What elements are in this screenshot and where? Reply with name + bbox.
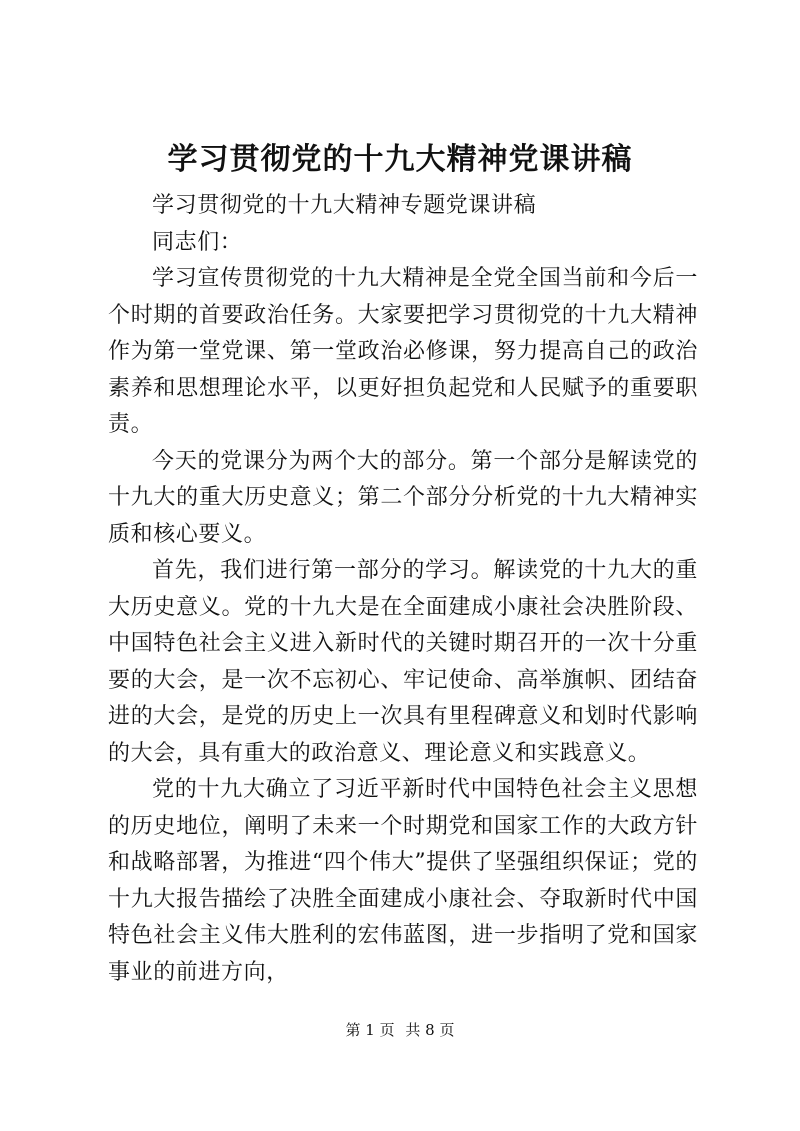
salutation-paragraph: 同志们： — [152, 229, 243, 255]
page-number: 第 1 页 — [345, 1021, 395, 1039]
page-footer — [0, 1018, 800, 1042]
body-paragraph: 党的十九大确立了习近平新时代中国特色社会主义思想的历史地位，阐明了未来一个时期党和国家工作的大政方针和战略部署，为推进“四个伟大”提供了坚强组织保证；党的十九大报告描绘了决胜全面建成小康社会、夺取新时代中国特色社会主义伟大胜利的宏伟蓝图，进一步指明了党和国家事业的前进方向， — [108, 777, 698, 985]
subtitle-paragraph: 学习贯彻党的十九大精神专题党课讲稿 — [152, 193, 537, 218]
body-paragraph: 学习宣传贯彻党的十九大精神是全党全国当前和今后一个时期的首要政治任务。大家要把学习贯彻党的十九大精神作为第一堂党课、第一堂政治必修课，努力提高自己的政治素养和思想理论水平，以更好担负起党和人民赋予的重要职责。 — [108, 266, 698, 437]
body-paragraph: 今天的党课分为两个大的部分。第一个部分是解读党的十九大的重大历史意义；第二个部分分析党的十九大精神实质和核心要义。 — [108, 448, 698, 547]
document-title: 学习贯彻党的十九大精神党课讲稿 — [167, 142, 633, 177]
body-paragraph: 首先，我们进行第一部分的学习。解读党的十九大的重大历史意义。党的十九大是在全面建成小康社会决胜阶段、中国特色社会主义进入新时代的关键时期召开的一次十分重要的大会，是一次不忘初心、牢记使命、高举旗帜、团结奋进的大会，是党的历史上一次具有里程碑意义和划时代影响的大会，具有重大的政治意义、理论意义和实践意义。 — [108, 558, 698, 766]
page-total: 共 8 页 — [405, 1021, 455, 1039]
document-body — [108, 188, 698, 991]
